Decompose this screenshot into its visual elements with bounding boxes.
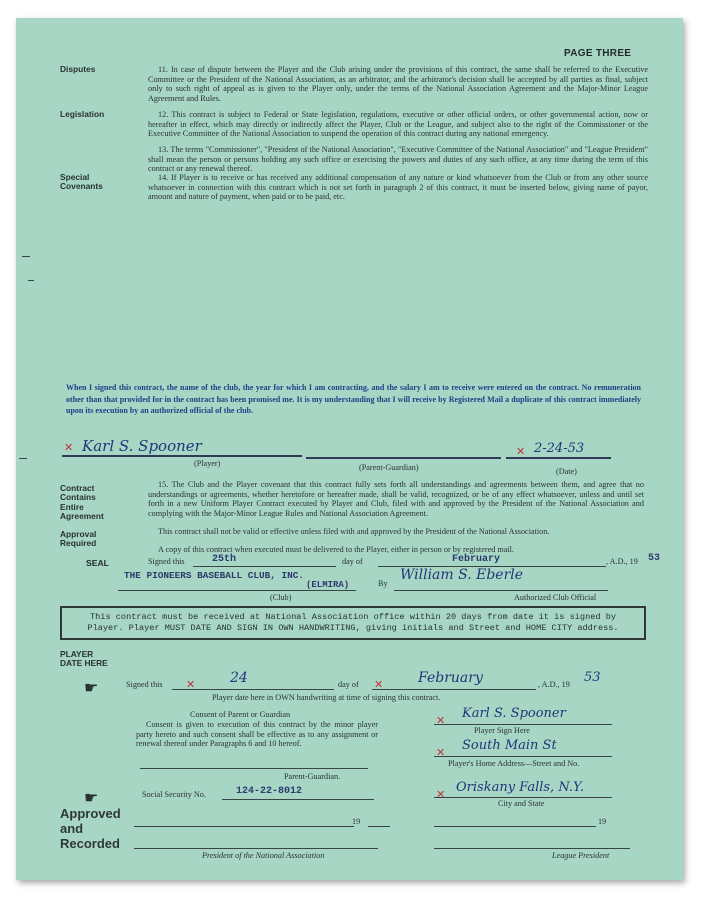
x-mark-icon: ✕ (436, 714, 446, 727)
player-signature: Karl S. Spooner (82, 437, 202, 455)
social-security-label: Social Security No. (142, 790, 206, 799)
guardian-signature-line (306, 457, 501, 459)
player-signature-line (62, 455, 302, 457)
notice-box (60, 606, 646, 640)
heading-legislation: Legislation (60, 109, 105, 119)
paragraph-12 (148, 110, 648, 139)
guardian-label: (Parent-Guardian) (359, 463, 419, 472)
paragraph-11-text: 11. In case of dispute between the Player and the Club arising under the provisions of this contract, the same shall be referred to the Executive Committee or the President of the National Association, as an arbitrator, and the arbitrator's decision shall be accepted by all parties as final, subject only to such right of appeal as is given to the Player only, under the terms of the National Association Agreement and the Major-Minor League Agreement and Rules. (148, 65, 648, 103)
paragraph-approval (148, 527, 644, 537)
official-line (394, 590, 608, 591)
consent-guardian-label: Parent-Guardian. (284, 772, 341, 781)
approval-text: This contract shall not be valid or effective unless filed with and approved by the President of the National Association. (158, 527, 550, 536)
paragraph-15-text: 15. The Club and the Player covenant that this contract fully sets forth all understandings and agreements between them, and agree that no understandings or agreements, whether heretofore or hereafter made, shall be valid, recognized, or be of any effect whatsoever, unless and until set forth in a new Uniform Player Contract executed by Player and Club, filed with and approved by the President of the National Association and complying with the Major-Minor League Rules and National Association Agreement. (148, 480, 644, 518)
heading-special-covenants: Special Covenants (60, 172, 103, 192)
notice-text: This contract must be received at National Association office within 20 days from date it is signed by Player. Player MUST DATE AND SIGN IN OWN HANDWRITING, giving initials and Street and HOME CITY address. (87, 612, 619, 633)
consent-text: Consent is given to execution of this contract by the minor player party hereto and such consent shall be effective as to any assignment or renewal thereof under Paragraphs 6 and 10 hereof. (136, 720, 378, 749)
player-sign-line (434, 724, 612, 725)
player-city-label: City and State (498, 799, 545, 808)
club-city: (ELMIRA) (306, 580, 350, 590)
date-label: (Date) (556, 467, 577, 476)
player-city-value: Oriskany Falls, N.Y. (456, 780, 585, 795)
fold-mark (22, 256, 30, 257)
player-day-line (172, 689, 334, 690)
signed-day: 25th (212, 554, 237, 565)
paragraph-13-text: 13. The terms "Commissioner", "President of the National Association", "Executive Committee of the National Association" and "League President" shall mean the person or persons holding any such office or exercising the powers and duties of any such office, at any time during the term of this contract or any renewal thereof. (148, 145, 648, 174)
approval-year-right: 19 (598, 817, 607, 826)
paragraph-14-text: 14. If Player is to receive or has received any additional compensation of any nature or kind whatsoever from the Club or from any other source whatsoever in connection with this contract which is not set forth in paragraph 2 of this contract, it must be inserted below, giving name of payor, amount and nature of payment, when paid or to be paid, etc. (148, 173, 648, 202)
x-mark-icon: ✕ (436, 746, 446, 759)
player-date-caption: Player date here in OWN handwriting at time of signing this contract. (212, 693, 441, 702)
paragraph-13 (148, 145, 648, 174)
heading-contract-contains: Contract Contains Entire Agreement (60, 483, 104, 522)
social-security-line (222, 799, 374, 800)
heading-disputes: Disputes (60, 64, 96, 74)
signature-date: 2-24-53 (534, 441, 585, 456)
seal-label: SEAL (86, 558, 109, 568)
official-signature: William S. Eberle (400, 567, 524, 583)
approved-line-2: and (60, 821, 84, 836)
player-city-line (434, 797, 612, 798)
x-mark-icon: ✕ (516, 445, 526, 458)
approval-year-line-left (368, 826, 390, 827)
signed-year: 53 (648, 553, 661, 564)
paragraph-11 (148, 65, 648, 103)
pointing-hand-icon: ☛ (84, 680, 99, 697)
paragraph-12-text: 12. This contract is subject to Federal or State legislation, regulations, executive or other official orders, or other governmental action, now or hereafter in effect, which may directly or indirectly affect the Player, Club or the League, and subject also to the right of the Commissioner or the Executive Committee of the National Association to suspend the operation of this contract during any national emergency. (148, 110, 648, 139)
approved-line-1: Approved (60, 806, 121, 821)
x-mark-icon: ✕ (186, 678, 196, 691)
player-address-label: Player's Home Address—Street and No. (448, 759, 580, 768)
league-president-label: League President (552, 851, 610, 860)
player-sign-value: Karl S. Spooner (462, 706, 566, 721)
paragraph-15 (148, 480, 644, 518)
pointing-hand-icon: ☛ (84, 790, 99, 807)
player-address-value: South Main St (462, 738, 557, 753)
player-signed-this-label: Signed this (126, 680, 163, 689)
heading-approval-required: Approval Required (60, 529, 97, 549)
player-label: (Player) (194, 459, 221, 468)
player-address-line (434, 756, 612, 757)
day-line (193, 566, 336, 567)
x-mark-icon: ✕ (374, 678, 384, 691)
fold-mark (19, 458, 27, 459)
league-president-line (434, 848, 630, 849)
guardian-consent-line (140, 768, 368, 769)
player-signed-month: February (418, 670, 483, 686)
approval-date-line-left (134, 826, 354, 827)
x-mark-icon: ✕ (436, 788, 446, 801)
player-signed-year: 53 (584, 670, 601, 685)
copy-delivery-text: A copy of this contract when executed must be delivered to the Player, either in person or by registered mail. (158, 545, 514, 554)
player-signed-day: 24 (230, 670, 248, 686)
ad-label: , A.D., 19 (606, 557, 638, 566)
day-of-label: day of (342, 557, 363, 566)
paragraph-14 (148, 173, 648, 202)
signed-month: February (452, 554, 501, 565)
president-signature-line (134, 848, 378, 849)
fold-mark (28, 280, 34, 281)
heading-player-date-here: PLAYER DATE HERE (60, 649, 108, 669)
player-month-line (372, 689, 536, 690)
club-line (118, 590, 356, 591)
approval-year-left: 19 (352, 817, 361, 826)
official-label: Authorized Club Official (514, 593, 597, 602)
player-sign-label: Player Sign Here (474, 726, 530, 735)
consent-title: Consent of Parent or Guardian (190, 710, 291, 719)
player-ad-label: , A.D., 19 (538, 680, 570, 689)
x-mark-icon: ✕ (64, 441, 74, 454)
approved-recorded-stamp (60, 806, 121, 851)
stamped-statement: When I signed this contract, the name of the club, the year for which I am contracting, and the salary I am to receive were entered on the contract. No remuneration other than that provided for in the contract has been promised me. It is my understanding that I will receive by Registered Mail a duplicate of this contract immediately upon its execution by an authorized official of the club. (66, 383, 641, 415)
signed-this-label: Signed this (148, 557, 185, 566)
player-day-of-label: day of (338, 680, 359, 689)
club-label: (Club) (270, 593, 292, 602)
club-name: THE PIONEERS BASEBALL CLUB, INC. (124, 570, 305, 581)
approved-line-3: Recorded (60, 836, 120, 851)
president-label: President of the National Association (202, 851, 325, 860)
social-security-value: 124-22-8012 (236, 786, 303, 797)
page-label: PAGE THREE (564, 48, 632, 59)
approval-date-line-right (434, 826, 596, 827)
by-label: By (378, 579, 388, 588)
contract-page (16, 18, 683, 880)
